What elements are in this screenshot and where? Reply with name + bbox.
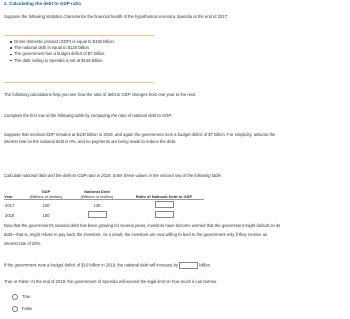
debt-2018-input[interactable] bbox=[88, 211, 107, 218]
bullet-deficit: The government has a budget deficit of $7 billion. bbox=[10, 51, 154, 57]
question-title: 2. Calculating the debt to GDP ratio bbox=[4, 1, 81, 6]
row-2017-year: 2017 bbox=[5, 202, 15, 208]
debt-table bbox=[4, 189, 204, 220]
instruction-second-row: Calculate national debt and the debt-to-GDP ratio in 2018. Enter these values in the second row of the following table. bbox=[4, 173, 222, 178]
default-worry-line1: Now that the government's national debt has been growing for several years, investors have become worried that the government might default on its bbox=[4, 223, 281, 228]
radio-true-icon[interactable] bbox=[12, 294, 18, 300]
option-true[interactable] bbox=[12, 294, 30, 300]
debt-increase-question bbox=[4, 262, 211, 269]
ratio-2017-input[interactable] bbox=[155, 201, 174, 208]
instruction-first-row: Complete the first row of the following table by computing the ratio of national debt to GDP. bbox=[4, 113, 172, 118]
option-false-label: False bbox=[22, 306, 33, 312]
bullet-debt-ceiling: The debt ceiling in Spendia is set at $148 billion. bbox=[10, 58, 154, 64]
statistics-box bbox=[4, 35, 154, 83]
header-national-debt: National Debt bbox=[84, 189, 110, 194]
header-year: Year bbox=[4, 194, 22, 200]
scenario-2018-line1: Suppose that nominal GDP remains at $100 billion in 2018, and again the government runs a budget deficit of $7 billion. For simplicity, assume the bbox=[4, 132, 276, 137]
header-debt-unit: (Billions of dollars) bbox=[70, 194, 124, 200]
header-gdp-unit: (Billions of dollars) bbox=[22, 194, 70, 200]
default-worry-line2: debt—that is, might refuse to pay back the investors. As a result, the investors are now willing to lend to the government only if they receive an bbox=[4, 232, 268, 237]
true-false-question: True or False: At the end of 2019, the government of Spendia will exceed the legal limit on how much it can borrow. bbox=[4, 279, 218, 284]
ratio-2018-input[interactable] bbox=[155, 211, 174, 218]
intro-text: Suppose the following statistics characterize the financial health of the hypothetical economy Spendia at the end of 2017: bbox=[4, 14, 229, 19]
default-worry-line3: interest rate of 20%. bbox=[4, 241, 42, 246]
option-true-label: True bbox=[22, 294, 31, 300]
header-gdp: GDP bbox=[41, 189, 51, 194]
option-false[interactable] bbox=[12, 306, 32, 312]
row-2018-year: 2018 bbox=[5, 212, 15, 218]
radio-false-icon[interactable] bbox=[12, 306, 18, 312]
row-2017-gdp: 100 bbox=[42, 202, 50, 208]
row-2017-debt: 130 bbox=[93, 202, 101, 208]
scenario-2018-line2: interest rate on the national debt is 0%, and no payments are being made to reduce the debt. bbox=[4, 139, 177, 144]
header-ratio: Ratio of National Debt to GDP bbox=[124, 194, 204, 200]
bullet-gdp: Gross domestic product (GDP) is equal to $100 billion. bbox=[10, 39, 154, 45]
calculations-intro: The following calculations help you see how the ratio of debt to GDP changes from one year to the next. bbox=[4, 92, 197, 97]
debt-increase-input[interactable] bbox=[179, 262, 198, 269]
debt-increase-text: If the government runs a budget deficit of $10 billion in 2019, the national debt will increase by bbox=[4, 262, 178, 268]
bullet-debt: The national debt is equal to $130 billion. bbox=[10, 45, 154, 51]
row-2018-gdp: 100 bbox=[42, 212, 50, 218]
debt-increase-unit: billion. bbox=[199, 262, 212, 268]
